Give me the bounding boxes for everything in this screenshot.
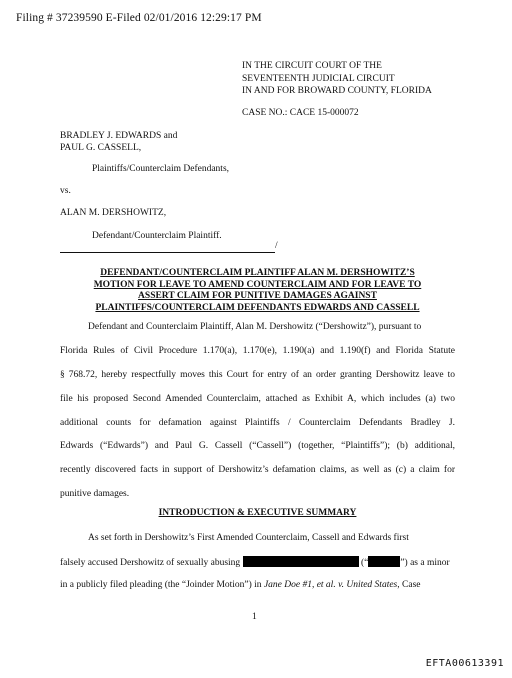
body-line: Florida Rules of Civil Procedure 1.170(a), 1.170(e), 1.190(a) and 1.190(f) and Florida Statute bbox=[60, 346, 455, 356]
title-line: DEFENDANT/COUNTERCLAIM PLAINTIFF ALAN M. DERSHOWITZ’S bbox=[100, 268, 415, 278]
case-number: CASE NO.: CACE 15-000072 bbox=[242, 108, 359, 118]
intro-text: falsely accused Dershowitz of sexually abusing bbox=[60, 558, 241, 568]
case-citation: Jane Doe #1, et al. v. United States bbox=[263, 580, 398, 590]
plaintiff-name: BRADLEY J. EDWARDS and bbox=[60, 131, 178, 141]
defendant-role: Defendant/Counterclaim Plaintiff. bbox=[92, 231, 222, 241]
defendant-name: ALAN M. DERSHOWITZ, bbox=[60, 208, 167, 218]
body-line: § 768.72, hereby respectfully moves this Court for entry of an order granting Dershowitz leave to bbox=[60, 370, 455, 380]
plaintiff-role: Plaintiffs/Counterclaim Defendants, bbox=[92, 164, 230, 174]
redaction-block bbox=[243, 556, 359, 567]
signature-rule bbox=[60, 240, 278, 253]
intro-text: (“ bbox=[360, 558, 369, 568]
intro-line: As set forth in Dershowitz’s First Amended Counterclaim, Cassell and Edwards first bbox=[88, 533, 409, 543]
court-line: IN THE CIRCUIT COURT OF THE bbox=[242, 61, 382, 71]
body-line: Defendant and Counterclaim Plaintiff, Alan M. Dershowitz (“Dershowitz”), pursuant to bbox=[88, 322, 422, 332]
body-line: file his proposed Second Amended Counterclaim, attached as Exhibit A, which includes (a) two bbox=[60, 394, 455, 404]
rule-slash: / bbox=[275, 241, 278, 251]
body-line: Edwards (“Edwards”) and Paul G. Cassell (“Cassell”) (together, “Plaintiffs”); (b) additional, bbox=[60, 441, 455, 451]
redaction-block bbox=[368, 556, 400, 567]
body-line: punitive damages. bbox=[60, 489, 130, 499]
intro-line-redacted bbox=[60, 556, 450, 568]
section-heading: INTRODUCTION & EXECUTIVE SUMMARY bbox=[158, 508, 357, 518]
filing-stamp: Filing # 37239590 E-Filed 02/01/2016 12:29:17 PM bbox=[16, 12, 262, 24]
intro-text: , Case bbox=[397, 580, 421, 590]
bates-number: EFTA00613391 bbox=[425, 658, 504, 669]
intro-text: in a publicly filed pleading (the “Joinder Motion”) in bbox=[60, 580, 262, 590]
intro-text: ”) as a minor bbox=[400, 558, 450, 568]
title-line: ASSERT CLAIM FOR PUNITIVE DAMAGES AGAINST bbox=[138, 291, 377, 301]
title-line: PLAINTIFFS/COUNTERCLAIM DEFENDANTS EDWARDS AND CASSELL bbox=[95, 302, 420, 313]
court-line: IN AND FOR BROWARD COUNTY, FLORIDA bbox=[242, 86, 432, 96]
motion-title bbox=[60, 268, 455, 314]
page-number: 1 bbox=[252, 612, 257, 622]
body-line: recently discovered facts in support of Dershowitz’s defamation claims, as well as (c) a claim for bbox=[60, 465, 455, 475]
court-line: SEVENTEENTH JUDICIAL CIRCUIT bbox=[242, 73, 395, 84]
intro-line bbox=[60, 580, 420, 590]
versus: vs. bbox=[60, 186, 71, 196]
plaintiff-name: PAUL G. CASSELL, bbox=[60, 143, 142, 153]
body-line: additional counts for defamation against Plaintiffs / Counterclaim Defendants Bradley J. bbox=[60, 418, 455, 428]
underline-rule bbox=[60, 242, 275, 253]
title-line: MOTION FOR LEAVE TO AMEND COUNTERCLAIM AND FOR LEAVE TO bbox=[93, 279, 422, 290]
court-caption bbox=[242, 60, 432, 98]
